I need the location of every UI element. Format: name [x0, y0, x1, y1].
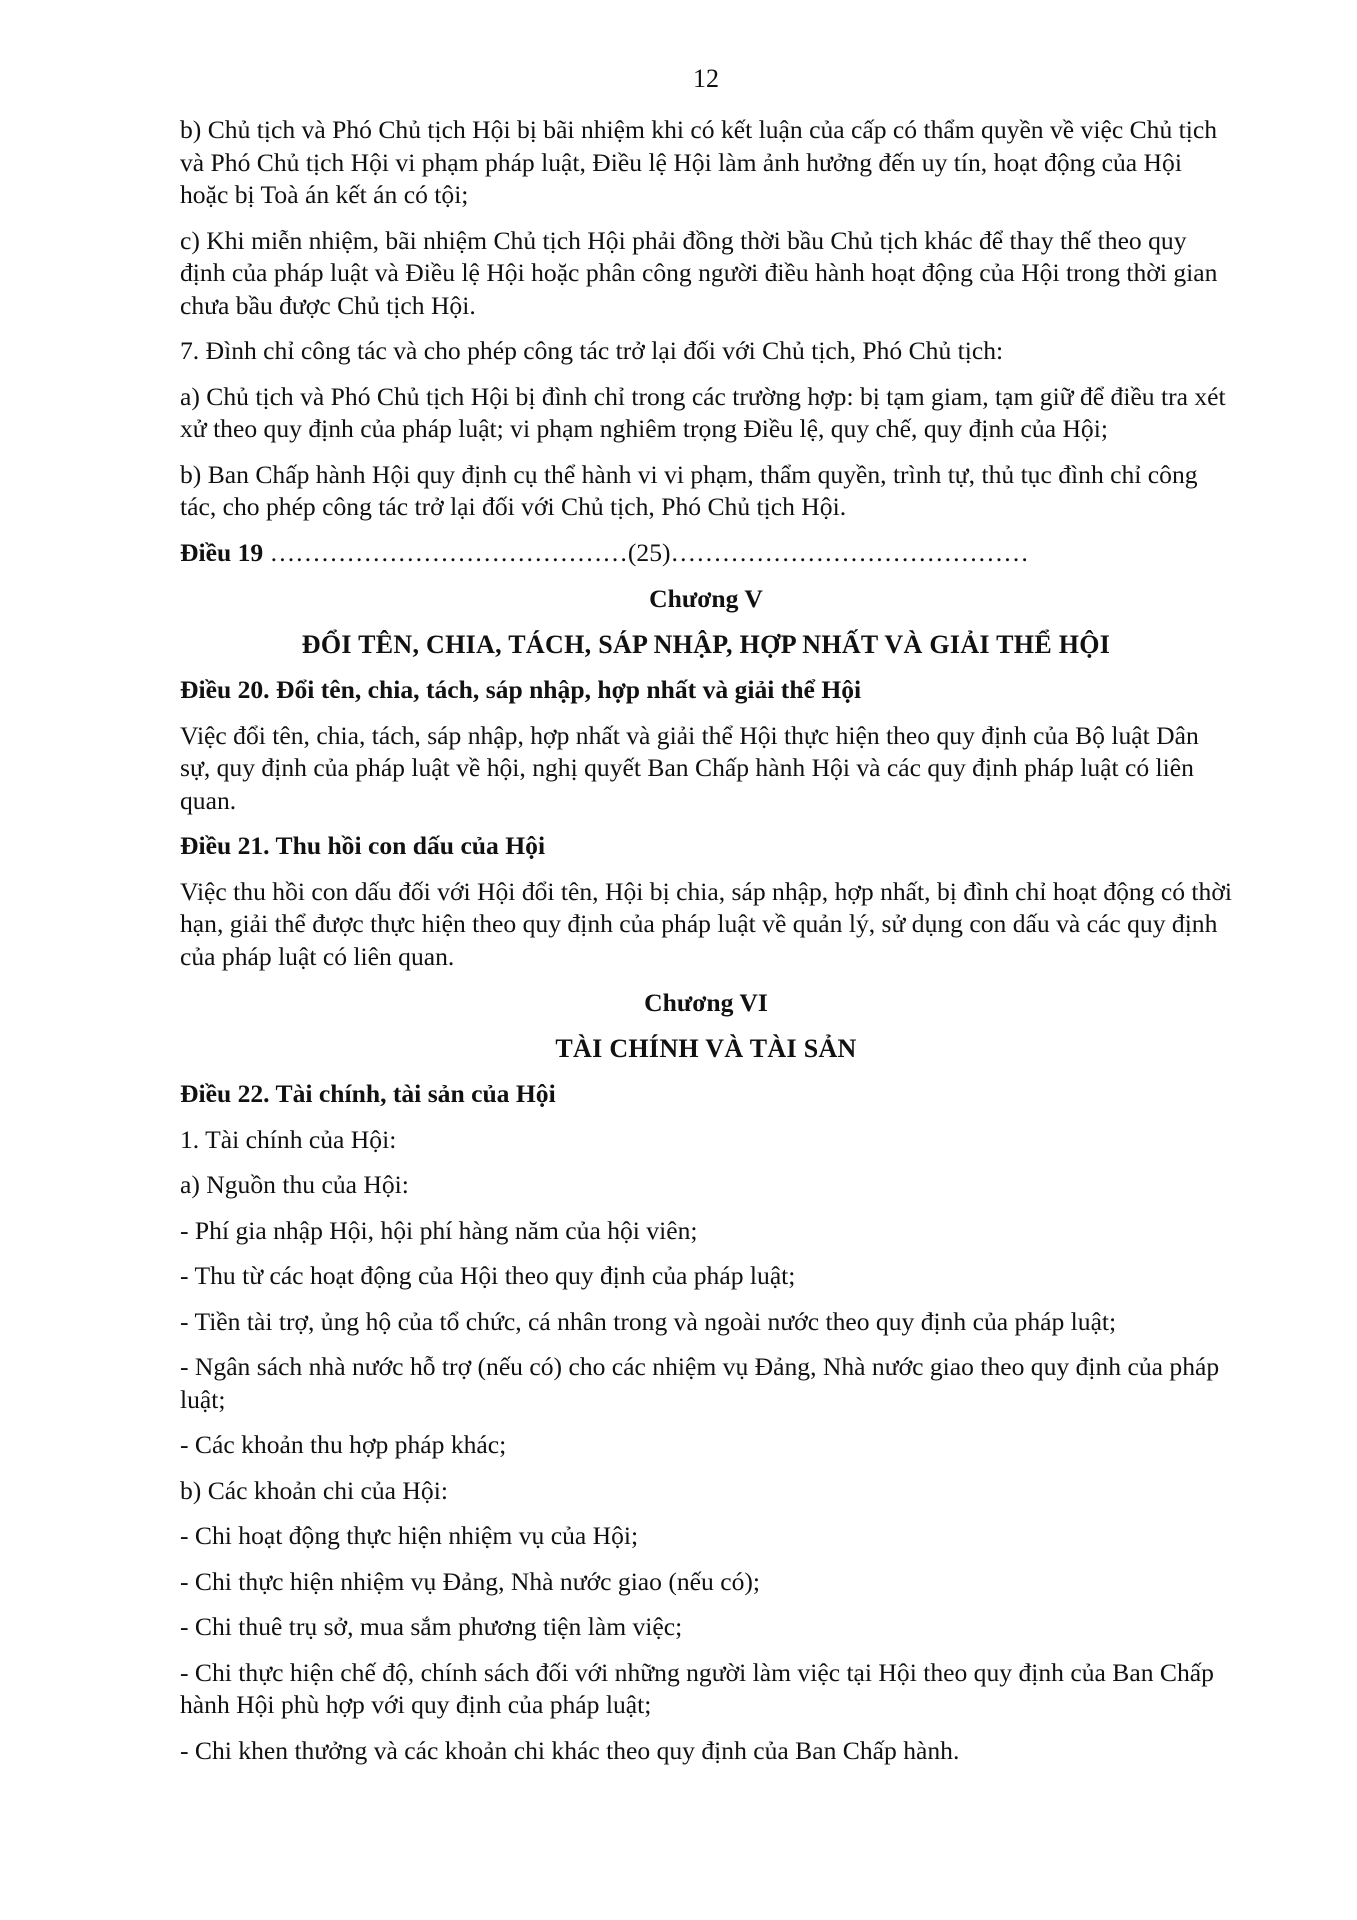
document-page — [180, 62, 1232, 1780]
list-item: 1. Tài chính của Hội: — [180, 1124, 397, 1154]
article-20-heading: Điều 20. Đổi tên, chia, tách, sáp nhập, hợp nhất và giải thể Hội — [180, 675, 862, 704]
paragraph: c) Khi miễn nhiệm, bãi nhiệm Chủ tịch Hội phải đồng thời bầu Chủ tịch khác để thay thế theo quy định của pháp luật và Điều lệ Hội hoặc phân công người điều hành hoạt động của Hội trong thời gian chưa bầu được Chủ tịch Hội. — [180, 225, 1218, 320]
paragraph: b) Ban Chấp hành Hội quy định cụ thể hành vi vi phạm, thẩm quyền, trình tự, thủ tục đình chỉ công tác, cho phép công tác trở lại đối với Chủ tịch, Phó Chủ tịch Hội. — [180, 459, 1198, 521]
list-item: - Chi thực hiện nhiệm vụ Đảng, Nhà nước giao (nếu có); — [180, 1566, 761, 1596]
list-item: - Thu từ các hoạt động của Hội theo quy định của pháp luật; — [180, 1261, 796, 1290]
page-number: 12 — [693, 64, 719, 93]
article-22-heading: Điều 22. Tài chính, tài sản của Hội — [180, 1079, 556, 1108]
paragraph: a) Chủ tịch và Phó Chủ tịch Hội bị đình chỉ trong các trường hợp: bị tạm giam, tạm giữ để điều tra xét xử theo quy định của pháp luật; vi phạm nghiêm trọng Điều lệ, quy chế, quy định của Hội; — [180, 381, 1226, 443]
list-item: a) Nguồn thu của Hội: — [180, 1170, 409, 1199]
list-item: - Tiền tài trợ, ủng hộ của tổ chức, cá nhân trong và ngoài nước theo quy định của pháp luật; — [180, 1306, 1117, 1336]
article-21-heading: Điều 21. Thu hồi con dấu của Hội — [180, 831, 546, 860]
list-item: - Chi thực hiện chế độ, chính sách đối với những người làm việc tại Hội theo quy định của Ban Chấp hành Hội phù hợp với quy định của pháp luật; — [180, 1657, 1214, 1719]
list-item: - Chi thuê trụ sở, mua sắm phương tiện làm việc; — [180, 1612, 683, 1641]
list-item: - Các khoản thu hợp pháp khác; — [180, 1430, 507, 1459]
list-item: b) Các khoản chi của Hội: — [180, 1475, 448, 1505]
paragraph: b) Chủ tịch và Phó Chủ tịch Hội bị bãi nhiệm khi có kết luận của cấp có thẩm quyền về việc Chủ tịch và Phó Chủ tịch Hội vi phạm pháp luật, Điều lệ Hội làm ảnh hưởng đến uy tín, hoạt động của Hội hoặc bị Toà án kết án có tội; — [180, 115, 1218, 209]
list-item: - Phí gia nhập Hội, hội phí hàng năm của hội viên; — [180, 1215, 698, 1245]
chapter-5-label: Chương V — [649, 584, 763, 613]
article-19-line — [180, 537, 1232, 570]
paragraph: 7. Đình chỉ công tác và cho phép công tác trở lại đối với Chủ tịch, Phó Chủ tịch: — [180, 336, 1004, 365]
chapter-6-title: TÀI CHÍNH VÀ TÀI SẢN — [555, 1034, 857, 1063]
article-19-label: Điều 19 — [180, 537, 264, 567]
chapter-5-title: ĐỔI TÊN, CHIA, TÁCH, SÁP NHẬP, HỢP NHẤT VÀ GIẢI THỂ HỘI — [301, 630, 1111, 659]
list-item: - Chi hoạt động thực hiện nhiệm vụ của Hội; — [180, 1521, 639, 1550]
article-20-body: Việc đổi tên, chia, tách, sáp nhập, hợp nhất và giải thể Hội thực hiện theo quy định của Bộ luật Dân sự, quy định của pháp luật về hội, nghị quyết Ban Chấp hành Hội và các quy định pháp luật có liên quan. — [180, 720, 1199, 815]
chapter-6-label: Chương VI — [644, 988, 768, 1017]
list-item: - Chi khen thưởng và các khoản chi khác theo quy định của Ban Chấp hành. — [180, 1735, 960, 1765]
list-item: - Ngân sách nhà nước hỗ trợ (nếu có) cho các nhiệm vụ Đảng, Nhà nước giao theo quy định của pháp luật; — [180, 1352, 1220, 1414]
article-19-placeholder: ……………………………………(25)…………………………………… — [263, 537, 1029, 567]
article-21-body: Việc thu hồi con dấu đối với Hội đổi tên, Hội bị chia, sáp nhập, hợp nhất, bị đình chỉ hoạt động có thời hạn, giải thể được thực hiện theo quy định của pháp luật về quản lý, sử dụng con dấu và các quy định của pháp luật có liên quan. — [180, 876, 1232, 971]
